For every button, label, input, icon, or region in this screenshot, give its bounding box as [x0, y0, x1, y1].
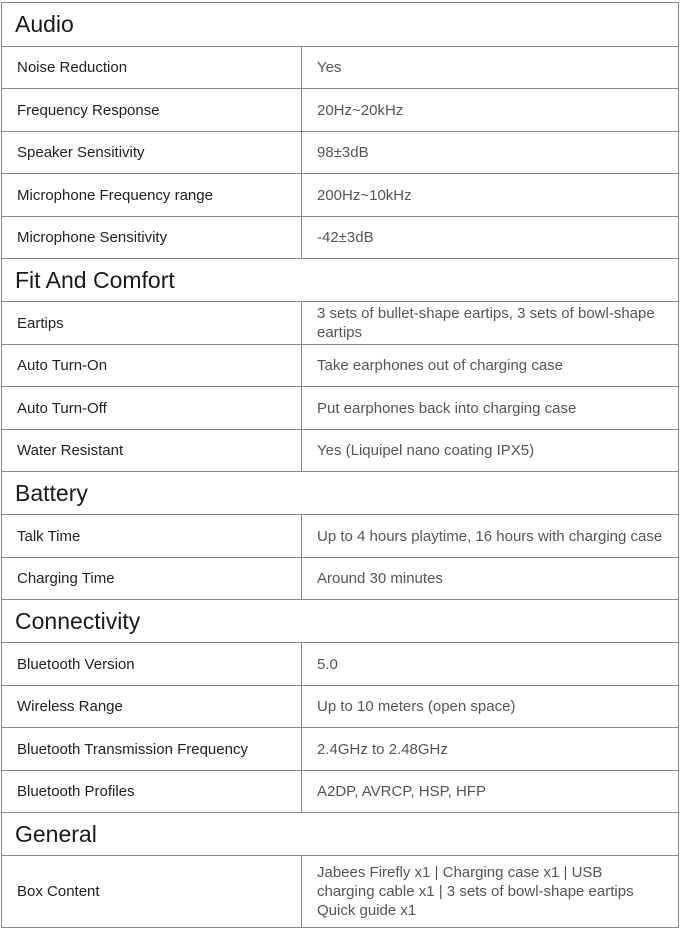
table-row — [2, 727, 678, 770]
section-header-fit-and-comfort — [2, 258, 678, 301]
table-row — [2, 46, 678, 88]
spec-label: Box Content — [2, 856, 302, 927]
spec-value: 200Hz~10kHz — [317, 186, 412, 204]
section-header-connectivity — [2, 599, 678, 642]
table-row — [2, 770, 678, 812]
spec-label: Bluetooth Transmission Frequency — [2, 728, 302, 770]
table-row — [2, 514, 678, 557]
spec-value: 20Hz~20kHz — [317, 101, 404, 119]
section-header-battery — [2, 471, 678, 514]
spec-value: Yes — [317, 59, 342, 76]
table-row — [2, 88, 678, 131]
spec-label: Water Resistant — [2, 430, 302, 471]
spec-value: -42±3dB — [317, 229, 374, 246]
table-row — [2, 386, 678, 429]
spec-label: Microphone Frequency range — [2, 174, 302, 216]
section-title: Battery — [15, 479, 88, 506]
spec-value: 2.4GHz to 2.48GHz — [317, 740, 448, 758]
spec-value: A2DP, AVRCP, HSP, HFP — [317, 783, 486, 800]
section-title: Audio — [15, 11, 74, 37]
spec-value: 5.0 — [317, 655, 338, 673]
section-title: General — [15, 820, 97, 847]
section-header-audio — [2, 3, 678, 46]
spec-value: Jabees Firefly x1 | Charging case x1 | USB charging cable x1 | 3 sets of bowl-shape eartips Quick guide x1 — [317, 864, 634, 919]
section-title: Fit And Comfort — [15, 266, 175, 293]
spec-label: Talk Time — [2, 515, 302, 557]
table-row — [2, 557, 678, 599]
spec-value: 98±3dB — [317, 144, 369, 161]
spec-value: Around 30 minutes — [317, 570, 443, 587]
spec-label: Wireless Range — [2, 686, 302, 727]
table-row — [2, 216, 678, 258]
spec-label: Bluetooth Version — [2, 643, 302, 685]
table-row — [2, 429, 678, 471]
spec-value: 3 sets of bullet-shape eartips, 3 sets of bowl-shape eartips — [317, 305, 655, 341]
spec-label: Auto Turn-On — [2, 345, 302, 386]
section-title: Connectivity — [15, 607, 141, 634]
spec-label: Noise Reduction — [2, 47, 302, 88]
spec-table — [1, 2, 679, 928]
table-row — [2, 173, 678, 216]
spec-value: Take earphones out of charging case — [317, 357, 563, 374]
table-row — [2, 642, 678, 685]
spec-label: Eartips — [2, 302, 302, 344]
table-row — [2, 685, 678, 727]
table-row — [2, 301, 678, 344]
spec-label: Bluetooth Profiles — [2, 771, 302, 812]
spec-value: Up to 10 meters (open space) — [317, 698, 516, 715]
spec-value: Put earphones back into charging case — [317, 399, 577, 417]
table-row — [2, 855, 678, 927]
table-row — [2, 344, 678, 386]
section-header-general — [2, 812, 678, 855]
spec-label: Microphone Sensitivity — [2, 217, 302, 258]
table-row — [2, 131, 678, 173]
spec-value: Up to 4 hours playtime, 16 hours with charging case — [317, 527, 663, 545]
spec-label: Frequency Response — [2, 89, 302, 131]
spec-label: Auto Turn-Off — [2, 387, 302, 429]
spec-label: Speaker Sensitivity — [2, 132, 302, 173]
spec-value: Yes (Liquipel nano coating IPX5) — [317, 442, 535, 459]
spec-label: Charging Time — [2, 558, 302, 599]
